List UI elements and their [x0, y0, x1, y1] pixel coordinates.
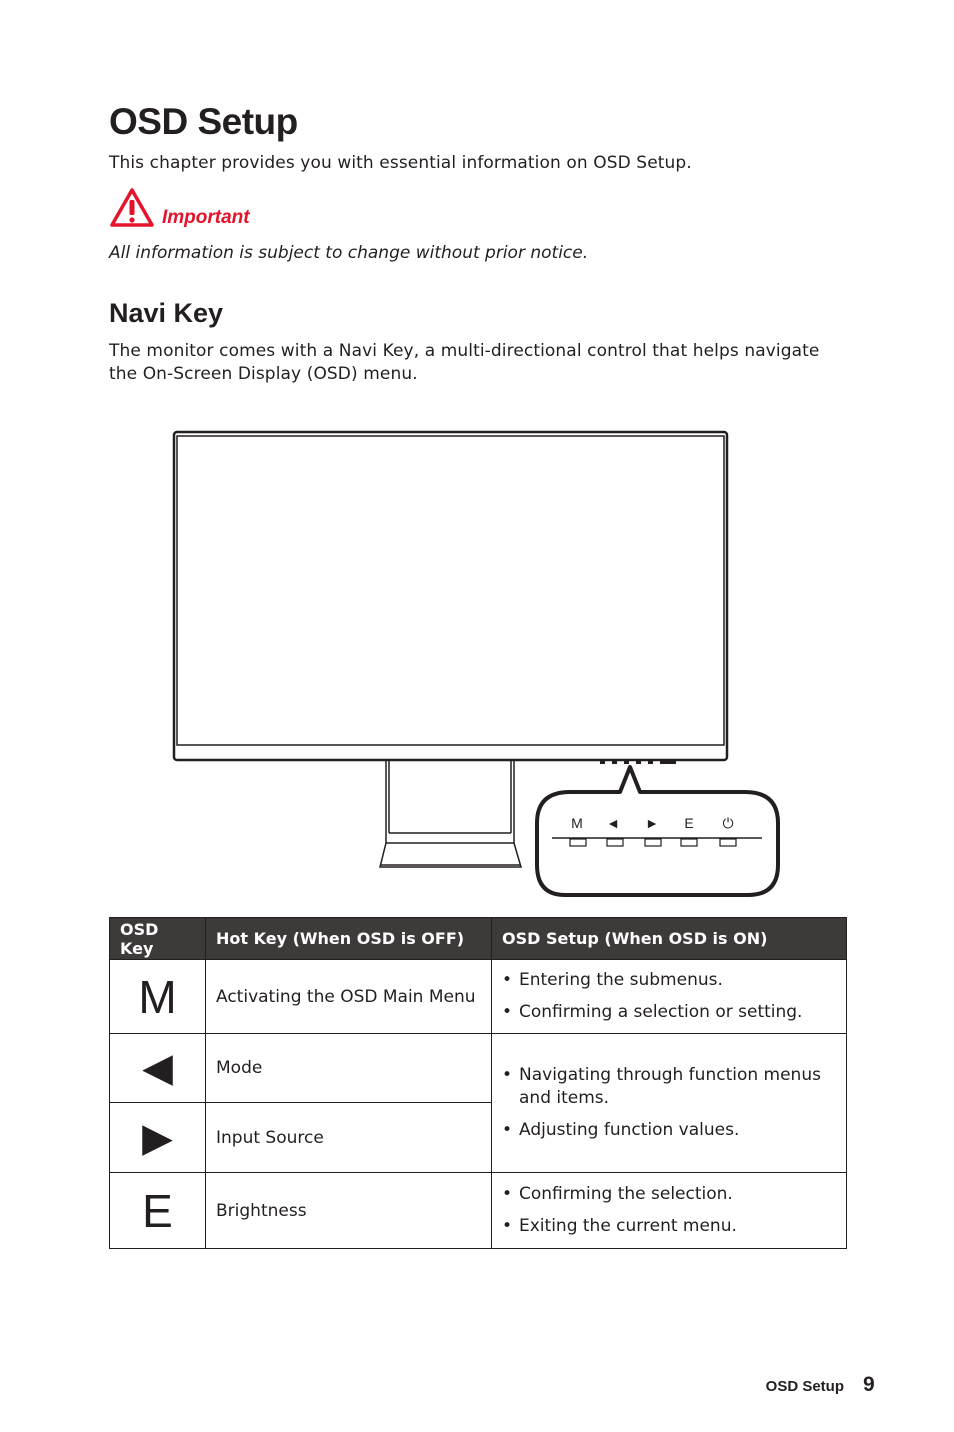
important-label: Important: [162, 207, 250, 228]
warning-icon: [109, 187, 155, 229]
monitor-screen: [177, 436, 724, 745]
section-description: The monitor comes with a Navi Key, a multi-directional control that helps navigate the On-Screen Display (OSD) menu.: [109, 341, 820, 384]
header-hot-key: Hot Key (When OSD is OFF): [206, 918, 492, 960]
page-title: OSD Setup: [109, 101, 298, 142]
page-number: 9: [863, 1373, 875, 1396]
key-left: ◀: [110, 1034, 206, 1103]
callout-bubble: [537, 767, 778, 895]
hotkey-cell: Mode: [206, 1034, 492, 1103]
hotkey-cell: Brightness: [206, 1173, 492, 1249]
table-row: [110, 1173, 847, 1249]
important-notice: All information is subject to change without prior notice.: [109, 243, 589, 263]
section-heading: Navi Key: [109, 298, 224, 328]
hotkey-cell: Activating the OSD Main Menu: [206, 960, 492, 1034]
key-label-left: ◄: [606, 815, 620, 831]
setup-cell: [492, 960, 847, 1034]
key-label-e: E: [684, 815, 694, 831]
osd-key-table: [109, 917, 847, 1249]
key-label-m: M: [571, 815, 583, 831]
key-e: E: [110, 1173, 206, 1249]
header-osd-key: OSD Key: [110, 918, 206, 960]
list-item: • Adjusting function values.: [502, 1119, 836, 1142]
setup-cell: [492, 1173, 847, 1249]
list-item: • Entering the submenus.: [502, 969, 836, 992]
table-header-row: [110, 918, 847, 960]
key-m: M: [110, 960, 206, 1034]
footer-section-label: OSD Setup: [765, 1378, 844, 1395]
table-row: [110, 960, 847, 1034]
list-item: • Navigating through function menus and items.: [502, 1064, 836, 1110]
key-label-right: ►: [645, 815, 659, 831]
list-item: • Confirming the selection.: [502, 1183, 836, 1206]
key-label-power: ⏻: [722, 815, 734, 831]
intro-text: This chapter provides you with essential information on OSD Setup.: [109, 153, 692, 173]
monitor-stand: [380, 761, 521, 867]
list-item: • Confirming a selection or setting.: [502, 1001, 836, 1024]
table-row: [110, 1034, 847, 1103]
monitor-diagram: [160, 425, 790, 905]
bezel-buttons: [600, 761, 676, 764]
list-item: • Exiting the current menu.: [502, 1215, 836, 1238]
hotkey-cell: Input Source: [206, 1103, 492, 1173]
header-osd-setup: OSD Setup (When OSD is ON): [492, 918, 847, 960]
setup-cell: [492, 1034, 847, 1173]
key-right: ▶: [110, 1103, 206, 1173]
